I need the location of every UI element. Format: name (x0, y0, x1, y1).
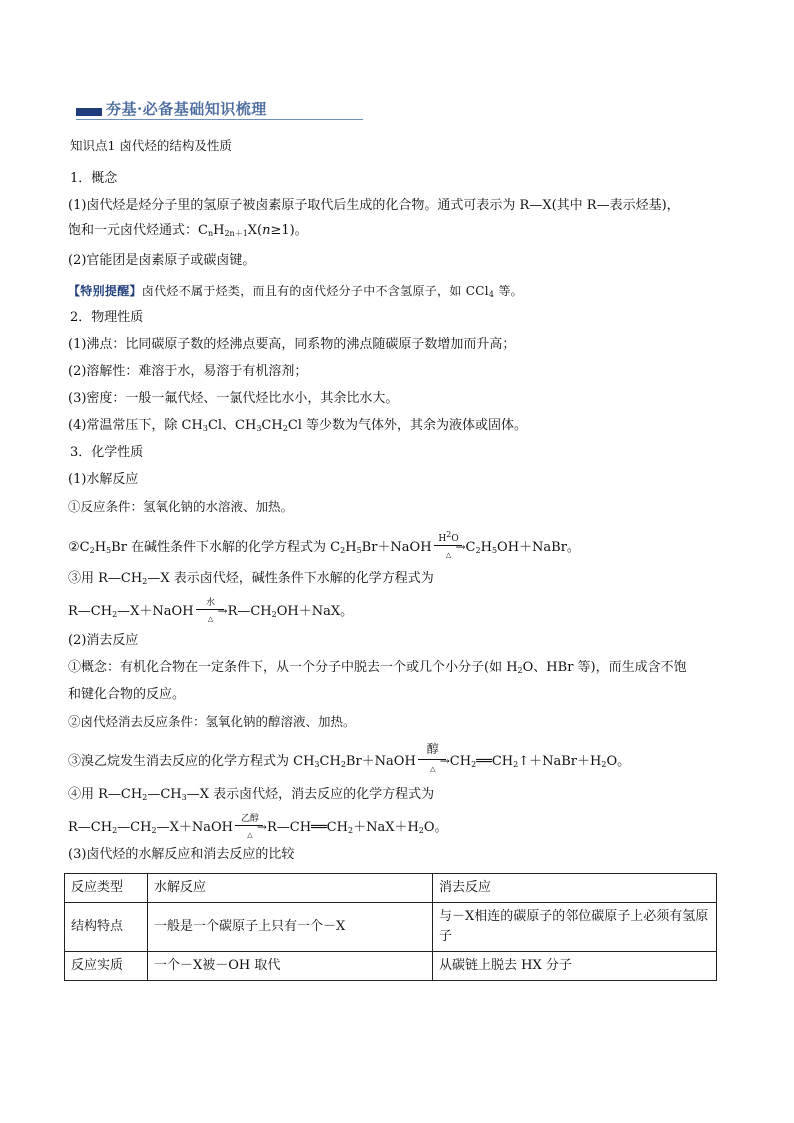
physical-2: (2)溶解性：难溶于水，易溶于有机溶剂； (68, 364, 308, 379)
elimination-concept-1: ①概念：有机化合物在一定条件下，从一个分子中脱去一个或几个小分子(如 $H_2O$、HBr 等)，而生成含不饱 (68, 660, 687, 675)
elimination-general-intro: ④用 $R—CH_2—CH_3—X$ 表示卤代烃，消去反应的化学方程式为 (68, 787, 435, 802)
physical-3: (3)密度：一般一氟代烃、一氯代烃比水小，其余比水大。 (68, 391, 399, 406)
table-cell: 结构特点 (65, 903, 148, 952)
elimination-title: (2)消去反应 (68, 633, 139, 648)
special-tip: 【特别提醒】卤代烃不属于烃类，而且有的卤代烃分子中不含氢原子，如 CCl$_4$ 等。 (68, 284, 523, 299)
heading-concept: 1．概念 (70, 171, 118, 186)
section-header (76, 98, 363, 122)
section-header-title: 夯基·必备基础知识梳理 (106, 100, 267, 118)
comparison-table (64, 873, 717, 981)
elimination-equation-2: $R—CH_2—CH_2—X+NaOH$ 乙醇 → △ $R—CH══CH_2+NaX+H_2O$。 (68, 814, 448, 839)
table-header-cell: 水解反应 (148, 874, 433, 903)
physical-4: (4)常温常压下，除 $CH_3Cl$、$CH_3CH_2Cl$ 等少数为气体外，其余为液体或固体。 (68, 418, 528, 433)
hydrolysis-equation-2: $R—CH_2—X+NaOH$ 水 → △ $R—CH_2OH+NaX$。 (68, 598, 354, 623)
table-row (65, 952, 717, 981)
header-bar-decoration (76, 108, 102, 116)
heading-physical: 2．物理性质 (70, 310, 144, 325)
elimination-condition: ②卤代烃消去反应条件：氢氧化钠的醇溶液、加热。 (68, 714, 356, 729)
reaction-arrow: $H^2O$ → △ (432, 536, 466, 554)
comparison-title: (3)卤代烃的水解反应和消去反应的比较 (68, 847, 295, 862)
table-header-cell: 反应类型 (65, 874, 148, 903)
table-cell: 一般是一个碳原子上只有一个－X (148, 903, 433, 952)
table-header-cell: 消去反应 (433, 874, 717, 903)
concept-para-1: (1)卤代烃是烃分子里的氢原子被卤素原子取代后生成的化合物。通式可表示为 R—X(其中 R—表示烃基)， (68, 198, 680, 213)
table-row (65, 903, 717, 952)
table-cell: 从碳链上脱去 HX 分子 (433, 952, 717, 981)
header-underline (76, 119, 363, 120)
tip-tag: 【特别提醒】 (68, 284, 142, 298)
physical-1: (1)沸点：比同碳原子数的烃沸点要高，同系物的沸点随碳原子数增加而升高； (68, 337, 516, 352)
concept-para-2: (2)官能团是卤素原子或碳卤键。 (68, 253, 256, 268)
table-cell: 一个－X被－OH 取代 (148, 952, 433, 981)
hydrolysis-condition: ①反应条件：氢氧化钠的水溶液、加热。 (68, 499, 294, 514)
reaction-arrow: 水 → △ (194, 600, 228, 618)
hydrolysis-title: (1)水解反应 (68, 472, 139, 487)
elimination-equation-1: ③溴乙烷发生消去反应的化学方程式为 $CH_3CH_2Br+NaOH$ 醇 → △ $CH_2══CH_2↑+NaBr+H_2O$。 (68, 742, 631, 773)
hydrolysis-general-intro: ③用 $R—CH_2—X$ 表示卤代烃，碱性条件下水解的化学方程式为 (68, 571, 434, 586)
concept-formula: 饱和一元卤代烃通式：$C_nH_{2n+1}X(n\ge 1)$。 (68, 223, 308, 238)
table-cell: 与－X相连的碳原子的邻位碳原子上必须有氢原子 (433, 903, 717, 952)
table-cell: 反应实质 (65, 952, 148, 981)
reaction-arrow: 乙醇 → △ (233, 816, 267, 834)
table-header-row (65, 874, 717, 903)
elimination-concept-2: 和键化合物的反应。 (68, 687, 186, 702)
hydrolysis-equation-1: $②C_2H_5Br$ 在碱性条件下水解的化学方程式为 $C_2H_5Br+NaOH$ $H^2O$ → △ $C_2H_5OH+NaBr$。 (68, 530, 580, 559)
knowledge-point-title: 知识点1 卤代烃的结构及性质 (70, 138, 232, 153)
heading-chemical: 3．化学性质 (70, 445, 144, 460)
reaction-arrow: 醇 → △ (416, 750, 450, 768)
